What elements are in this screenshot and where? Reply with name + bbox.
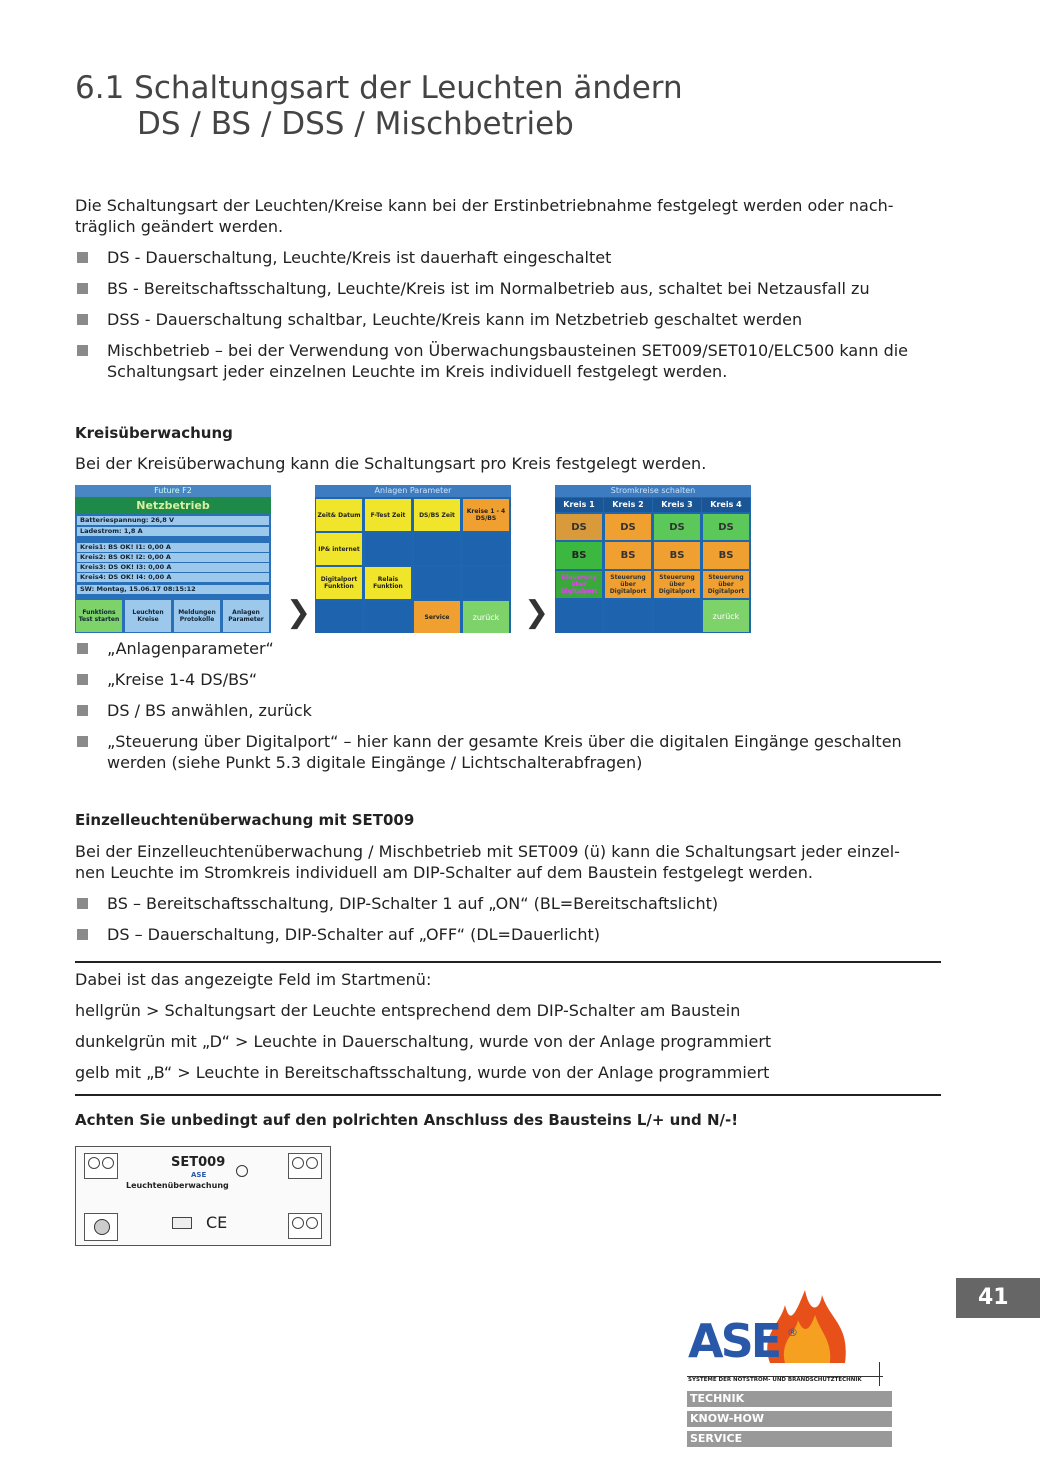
- column-header: Kreis 2: [604, 498, 652, 512]
- bullet-icon: [77, 314, 88, 325]
- legend-line: gelb mit „B“ > Leuchte in Bereitschaftsschaltung, wurde von der Anlage programmiert: [75, 1063, 770, 1082]
- ds-button[interactable]: DS: [556, 514, 602, 540]
- empty-cell: [365, 601, 411, 633]
- list-item: BS - Bereitschaftsschaltung, Leuchte/Kreis ist im Normalbetrieb aus, schaltet bei Netzausfall zu: [75, 278, 945, 299]
- list-item: „Kreise 1-4 DS/BS“: [75, 669, 945, 690]
- bullet-icon: [77, 736, 88, 747]
- bullet-icon: [77, 283, 88, 294]
- lamp-icon: [236, 1165, 248, 1177]
- list-item: DS / BS anwählen, zurück: [75, 700, 945, 721]
- empty-cell: [654, 600, 700, 632]
- steuerung-button[interactable]: Steuerung über Digitalport: [605, 571, 651, 598]
- screen-header: Netzbetrieb: [75, 498, 271, 514]
- ip-internet-button[interactable]: IP& internet: [316, 533, 362, 565]
- column-header: Kreis 3: [653, 498, 701, 512]
- arrow-right-icon: ❯: [524, 595, 550, 630]
- bs-button[interactable]: BS: [556, 542, 602, 569]
- relais-button[interactable]: Relais Funktion: [365, 567, 411, 599]
- intro-paragraph: [75, 195, 945, 237]
- list-item: DS - Dauerschaltung, Leuchte/Kreis ist dauerhaft eingeschaltet: [75, 247, 945, 268]
- bs-button[interactable]: BS: [654, 542, 700, 569]
- terminal-icon: [288, 1213, 322, 1239]
- status-row: Kreis1: BS OK! I1: 0,00 A: [77, 543, 269, 552]
- digitalport-button[interactable]: Digitalport Funktion: [316, 567, 362, 599]
- funktionstest-button[interactable]: Funktions Test starten: [76, 600, 122, 632]
- empty-cell: [365, 533, 411, 565]
- dial-icon: [84, 1213, 118, 1241]
- terminal-icon: [288, 1153, 322, 1179]
- meldungen-button[interactable]: Meldungen Protokolle: [174, 600, 220, 632]
- empty-cell: [463, 533, 509, 565]
- steuerung-button[interactable]: Steuerung über Digitalport: [654, 571, 700, 598]
- tag-service: SERVICE: [687, 1431, 892, 1447]
- bullet-icon: [77, 643, 88, 654]
- ds-button[interactable]: DS: [703, 514, 749, 540]
- status-row: Kreis2: BS OK! I2: 0,00 A: [77, 553, 269, 562]
- column-header: Kreis 1: [555, 498, 603, 512]
- divider: [75, 961, 941, 963]
- ase-logo: ASE: [688, 1314, 780, 1368]
- bullet-icon: [77, 929, 88, 940]
- bullet-icon: [77, 705, 88, 716]
- legend-line: dunkelgrün mit „D“ > Leuchte in Dauerschaltung, wurde von der Anlage programmiert: [75, 1032, 772, 1051]
- status-row: Kreis4: DS OK! I4: 0,00 A: [77, 573, 269, 582]
- title-line-1: 6.1 Schaltungsart der Leuchten ändern: [75, 70, 683, 106]
- screen-start-menu: [75, 485, 271, 633]
- dip-switch: [172, 1217, 192, 1229]
- empty-cell: [316, 601, 362, 633]
- empty-cell: [605, 600, 651, 632]
- leuchten-kreise-button[interactable]: Leuchten Kreise: [125, 600, 171, 632]
- status-row: Ladestrom: 1,8 A: [77, 527, 269, 536]
- status-row: SW: Montag, 15.06.17 08:15:12: [77, 585, 269, 594]
- bullet-icon: [77, 252, 88, 263]
- bullet-icon: [77, 674, 88, 685]
- terminal-icon: [84, 1153, 118, 1179]
- status-row: Batteriespannung: 26,8 V: [77, 516, 269, 525]
- empty-cell: [463, 567, 509, 599]
- device-brand: ASE: [191, 1171, 207, 1179]
- back-button[interactable]: zurück: [463, 601, 509, 633]
- page-title: [75, 70, 683, 142]
- intro-line-1: Die Schaltungsart der Leuchten/Kreise kann bei der Erstinbetriebnahme festgelegt werden oder nach-: [75, 196, 894, 215]
- empty-cell: [414, 567, 460, 599]
- back-button[interactable]: zurück: [703, 600, 749, 632]
- screen-anlagen-parameter: [315, 485, 511, 633]
- empty-cell: [556, 600, 602, 632]
- list-item: DS – Dauerschaltung, DIP-Schalter auf „OFF“ (DL=Dauerlicht): [75, 924, 945, 945]
- section-text-einzel: Bei der Einzelleuchtenüberwachung / Mischbetrieb mit SET009 (ü) kann die Schaltungsart jeder einzel- nen Leuchte im Stromkreis individuell am DIP-Schalter auf dem Baustein festgelegt werden.: [75, 842, 900, 882]
- ce-mark: CE: [206, 1213, 228, 1232]
- section-heading-einzel: Einzelleuchtenüberwachung mit SET009: [75, 811, 415, 829]
- device-model: SET009: [171, 1155, 226, 1170]
- logo-rule: [879, 1362, 880, 1386]
- logo-tagline: SYSTEME DER NOTSTROM- UND BRANDSCHUTZTECHNIK: [688, 1377, 862, 1383]
- list-item: „Anlagenparameter“: [75, 638, 945, 659]
- screen-stromkreise: [555, 485, 751, 633]
- column-header: Kreis 4: [702, 498, 750, 512]
- ftest-zeit-button[interactable]: F-Test Zeit: [365, 499, 411, 531]
- warning-text: Achten Sie unbedingt auf den polrichten Anschluss des Bausteins L/+ und N/-!: [75, 1111, 739, 1129]
- registered-mark: ®: [787, 1326, 798, 1339]
- service-button[interactable]: Service: [414, 601, 460, 633]
- ds-button[interactable]: DS: [605, 514, 651, 540]
- dsbs-zeit-button[interactable]: DS/BS Zeit: [414, 499, 460, 531]
- list-item: Mischbetrieb – bei der Verwendung von Überwachungsbausteinen SET009/SET010/ELC500 kann die Schaltungsart jeder einzelnen Leuchte im Kreis individuell festgelegt werden.: [75, 340, 945, 382]
- steuerung-button[interactable]: Steuerung über Digitalport: [703, 571, 749, 598]
- legend-line: Dabei ist das angezeigte Feld im Startmenü:: [75, 970, 432, 989]
- list-item: „Steuerung über Digitalport“ – hier kann der gesamte Kreis über die digitalen Eingänge geschalten werden (siehe Punkt 5.3 digitale Eingänge / Lichtschalterabfragen): [75, 731, 945, 773]
- anlagen-parameter-button[interactable]: Anlagen Parameter: [223, 600, 269, 632]
- title-line-2: DS / BS / DSS / Mischbetrieb: [137, 106, 574, 142]
- empty-cell: [414, 533, 460, 565]
- section-text-kreis: Bei der Kreisüberwachung kann die Schaltungsart pro Kreis festgelegt werden.: [75, 454, 707, 473]
- bs-button[interactable]: BS: [605, 542, 651, 569]
- bullet-icon: [77, 898, 88, 909]
- tag-technik: TECHNIK: [687, 1391, 892, 1407]
- section-heading-kreis: Kreisüberwachung: [75, 424, 233, 442]
- tag-knowhow: KNOW-HOW: [687, 1411, 892, 1427]
- list-item: DSS - Dauerschaltung schaltbar, Leuchte/Kreis kann im Netzbetrieb geschaltet werden: [75, 309, 945, 330]
- screen-title: Stromkreise schalten: [555, 485, 751, 497]
- ds-button[interactable]: DS: [654, 514, 700, 540]
- legend-line: hellgrün > Schaltungsart der Leuchte entsprechend dem DIP-Schalter am Baustein: [75, 1001, 741, 1020]
- screen-title: Future F2: [75, 485, 271, 497]
- divider: [75, 1094, 941, 1096]
- screen-title: Anlagen Parameter: [315, 485, 511, 497]
- zeit-datum-button[interactable]: Zeit& Datum: [316, 499, 362, 531]
- intro-line-2: träglich geändert werden.: [75, 217, 284, 236]
- bs-button[interactable]: BS: [703, 542, 749, 569]
- page-number: 41: [956, 1278, 1040, 1318]
- device-label: Leuchtenüberwachung: [126, 1181, 229, 1190]
- steuerung-button[interactable]: Steuerung über Digitalport: [556, 571, 602, 598]
- arrow-right-icon: ❯: [286, 595, 312, 630]
- status-row: Kreis3: DS OK! I3: 0,00 A: [77, 563, 269, 572]
- bullet-icon: [77, 345, 88, 356]
- list-item: BS – Bereitschaftsschaltung, DIP-Schalter 1 auf „ON“ (BL=Bereitschaftslicht): [75, 893, 945, 914]
- set009-device-image: [75, 1146, 331, 1246]
- kreise-dsbs-button[interactable]: Kreise 1 - 4 DS/BS: [463, 499, 509, 531]
